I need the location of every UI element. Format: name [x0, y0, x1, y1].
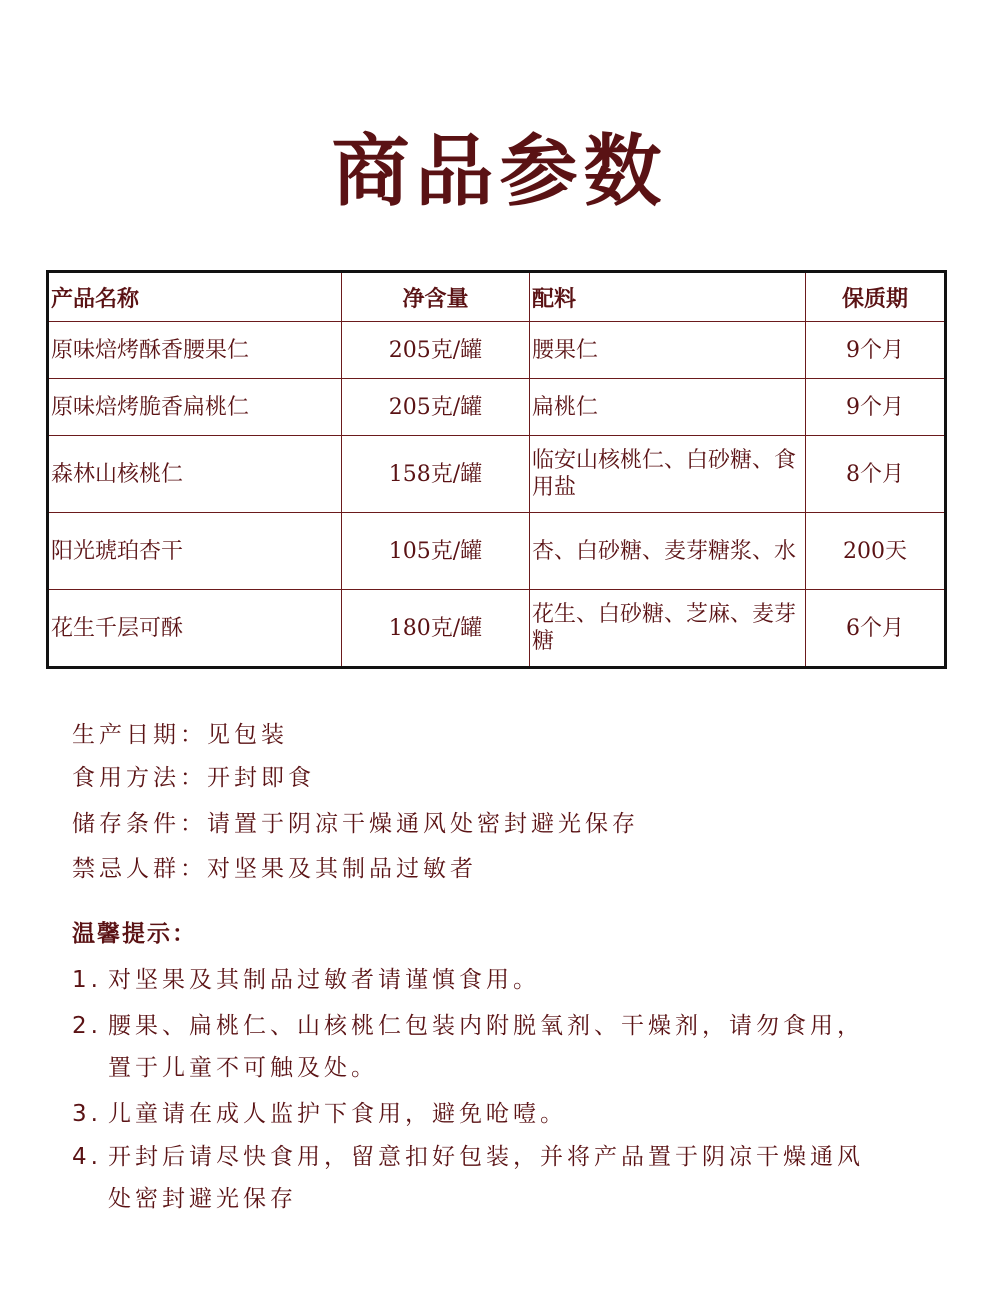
table-row — [48, 513, 946, 590]
cell-shelf-life: 8个月 — [806, 436, 946, 513]
cell-product-name: 阳光琥珀杏干 — [48, 513, 342, 590]
table-row — [48, 590, 946, 668]
cell-ingredients: 杏、白砂糖、麦芽糖浆、水 — [530, 513, 806, 590]
cell-net-content: 105克/罐 — [342, 513, 530, 590]
cell-ingredients: 花生、白砂糖、芝麻、麦芽糖 — [530, 590, 806, 668]
header-net-content: 净含量 — [342, 272, 530, 322]
cell-shelf-life: 200天 — [806, 513, 946, 590]
page-title: 商品参数 — [331, 126, 668, 217]
tip-text: 开封后请尽快食用，留意扣好包装，并将产品置于阴凉干燥通风 — [108, 1144, 864, 1170]
header-product-name: 产品名称 — [48, 272, 342, 322]
info-usage: 食用方法：开封即食 — [72, 765, 315, 791]
tip-item — [72, 961, 540, 994]
table-row — [48, 379, 946, 436]
cell-net-content: 205克/罐 — [342, 379, 530, 436]
tip-text-continued: 处密封避光保存 — [108, 1186, 297, 1212]
cell-shelf-life: 6个月 — [806, 590, 946, 668]
table-row — [48, 322, 946, 379]
tip-number: 2. — [72, 1013, 102, 1039]
header-shelf-life: 保质期 — [806, 272, 946, 322]
cell-shelf-life: 9个月 — [806, 379, 946, 436]
header-ingredients: 配料 — [530, 272, 806, 322]
cell-product-name: 森林山核桃仁 — [48, 436, 342, 513]
table-header-row — [48, 272, 946, 322]
product-parameters-table — [46, 270, 947, 669]
cell-ingredients: 临安山核桃仁、白砂糖、食用盐 — [530, 436, 806, 513]
tip-text: 腰果、扁桃仁、山核桃仁包装内附脱氧剂、干燥剂，请勿食用， — [108, 1013, 864, 1039]
info-storage: 储存条件：请置于阴凉干燥通风处密封避光保存 — [72, 811, 639, 837]
tip-item — [72, 1007, 864, 1040]
tip-text: 儿童请在成人监护下食用，避免呛噎。 — [108, 1101, 567, 1127]
cell-shelf-life: 9个月 — [806, 322, 946, 379]
tip-text-continued: 置于儿童不可触及处。 — [108, 1055, 378, 1081]
tip-number: 3. — [72, 1101, 102, 1127]
cell-product-name: 原味焙烤脆香扁桃仁 — [48, 379, 342, 436]
cell-net-content: 180克/罐 — [342, 590, 530, 668]
table-row — [48, 436, 946, 513]
tip-item — [72, 1095, 567, 1128]
info-production-date: 生产日期：见包装 — [72, 722, 288, 748]
tip-item — [72, 1138, 864, 1171]
info-caution: 禁忌人群：对坚果及其制品过敏者 — [72, 856, 477, 882]
cell-ingredients: 扁桃仁 — [530, 379, 806, 436]
tips-title: 温馨提示： — [72, 921, 197, 947]
cell-product-name: 原味焙烤酥香腰果仁 — [48, 322, 342, 379]
cell-product-name: 花生千层可酥 — [48, 590, 342, 668]
cell-net-content: 158克/罐 — [342, 436, 530, 513]
cell-net-content: 205克/罐 — [342, 322, 530, 379]
tip-number: 4. — [72, 1144, 102, 1170]
tip-text: 对坚果及其制品过敏者请谨慎食用。 — [108, 967, 540, 993]
tip-number: 1. — [72, 967, 102, 993]
cell-ingredients: 腰果仁 — [530, 322, 806, 379]
